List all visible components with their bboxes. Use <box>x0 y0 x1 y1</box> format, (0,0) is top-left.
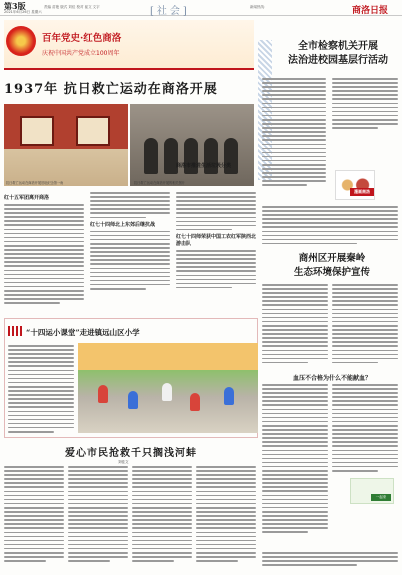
blood-donation-headline: 血压不合格为什么不能献血？ <box>292 375 371 382</box>
story-subhead: 红十五军团离开商洛 <box>4 195 50 201</box>
school-story-headline: “十四运小课堂”走进镇远山区小学 <box>26 328 140 337</box>
main-headline: 1937年 抗日救亡运动在商洛开展 <box>4 82 218 97</box>
story-column <box>262 206 398 247</box>
page-header <box>0 0 402 16</box>
cartoon-illustration <box>350 478 394 504</box>
school-playground-photo <box>78 343 258 433</box>
issue-date: 2021年6月26日 星期六 <box>4 10 42 14</box>
story-column <box>262 284 328 366</box>
banner-subtitle: 庆祝中国共产党成立100周年 <box>42 50 120 57</box>
prosecutor-headline <box>276 40 400 68</box>
newspaper-logo: 商洛日报 <box>352 6 389 16</box>
story-column <box>132 466 192 564</box>
ecology-headline <box>262 252 402 280</box>
story-subhead: 红七十四师荣获中国工农红军陕西北游击队 <box>176 233 257 247</box>
story-column <box>332 78 398 131</box>
story-column <box>262 78 326 189</box>
page-number: 第3版 <box>4 1 26 11</box>
soldiers-photo <box>130 104 254 186</box>
byline: 刘佳文 <box>118 460 129 464</box>
headline-line: 全市检察机关开展 <box>298 41 378 52</box>
exhibit-board <box>76 116 110 146</box>
headline-line: 法治进校园基层行活动 <box>288 55 388 66</box>
story-column <box>4 466 64 564</box>
banner-title: 百年党史·红色商洛 <box>42 33 122 44</box>
headline-line: 商州区开展秦岭 <box>298 253 366 264</box>
exhibit-board <box>20 116 54 146</box>
child-figure <box>224 387 234 405</box>
cartoon-sign: 一起来 <box>371 494 391 501</box>
party-history-banner <box>4 20 254 70</box>
story-column <box>8 345 74 435</box>
museum-photo <box>4 104 128 186</box>
story-subhead: 商洛市推进生活垃圾分类 <box>176 163 232 169</box>
story-column <box>176 160 256 172</box>
story-column <box>332 384 398 474</box>
story-column <box>68 466 128 564</box>
story-column <box>90 192 170 292</box>
child-figure <box>190 393 200 411</box>
photo-caption: 抗日救亡运动在商洛开展旧址纪念馆一角 <box>6 181 64 185</box>
child-figure <box>98 385 108 403</box>
editor-line: 责编 苗艳 版式 刘佳 校对 崔文 文字 <box>44 5 100 9</box>
story-subhead: 红七十四师北上东郊后继抗战 <box>90 221 156 228</box>
section-title: [社会] <box>150 6 190 17</box>
story-column <box>196 466 256 564</box>
story-column <box>332 284 398 366</box>
headline-line: 生态环境保护宣传 <box>293 267 370 278</box>
story-column <box>4 192 84 306</box>
photo-caption: 抗日救亡运动在商洛开展的相关图片 <box>134 181 185 185</box>
footer-note <box>262 552 398 570</box>
cartoon-badge: 漫画商洛 <box>350 188 374 196</box>
child-figure <box>162 383 172 401</box>
child-figure <box>128 391 138 409</box>
story-column <box>176 192 256 291</box>
mussel-rescue-headline: 爱心市民抢救千只搁浅河蚌 <box>65 448 197 459</box>
decorative-stripe <box>8 326 22 336</box>
hotline: 新闻热线： <box>250 5 268 9</box>
party-emblem-icon <box>6 26 36 56</box>
story-column <box>262 384 328 535</box>
figure <box>144 138 158 174</box>
